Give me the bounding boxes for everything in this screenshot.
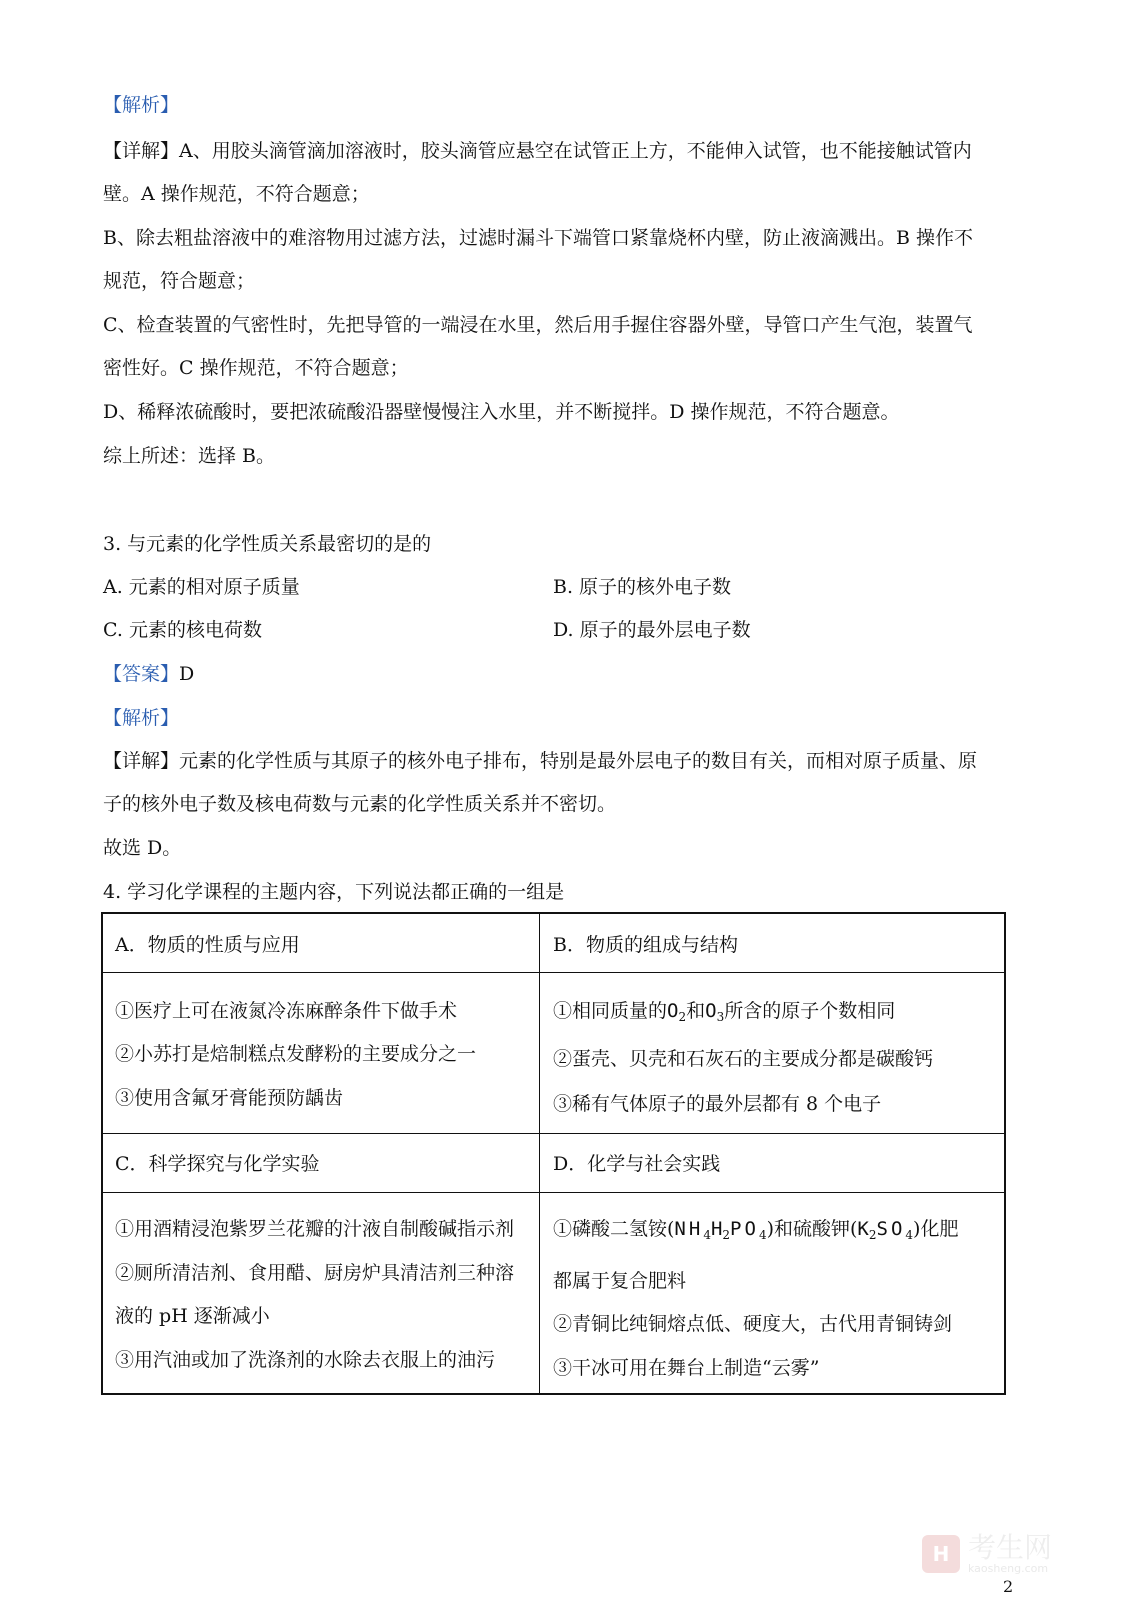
detail-line: D、稀释浓硫酸时，要把浓硫酸沿器壁慢慢注入水里，并不断搅拌。D 操作规范，不符合题意。 [103, 401, 900, 423]
option-d: D. 原子的最外层电子数 [553, 619, 751, 641]
cell-a-item: ②小苏打是焙制糕点发酵粉的主要成分之一 [115, 1043, 477, 1065]
conclusion-line: 综上所述：选择 B。 [103, 445, 276, 467]
cell-d-item: 都属于复合肥料 [553, 1270, 687, 1292]
cell-c-item: ③用汽油或加了洗涤剂的水除去衣服上的油污 [115, 1349, 496, 1371]
cell-c-item: ①用酒精浸泡紫罗兰花瓣的汁液自制酸碱指示剂 [115, 1218, 515, 1240]
answer-label: 【答案】 [103, 663, 180, 685]
question-4-stem: 4. 学习化学课程的主题内容，下列说法都正确的一组是 [103, 881, 565, 903]
table-divider [103, 1133, 1004, 1134]
detail-line: 规范，符合题意； [103, 270, 256, 292]
table-divider [539, 914, 540, 1393]
detail-line: 【详解】元素的化学性质与其原子的核外电子排布，特别是最外层电子的数目有关，而相对原子质量、原 [103, 750, 978, 772]
answer-line [103, 661, 194, 687]
cell-d-item: ①磷酸二氢铵$(NH_4H_2PO_4)$和硫酸钾$(K_2SO_4)$化肥 [553, 1218, 959, 1242]
answer-value: D [179, 663, 195, 685]
cell-a-item: ③使用含氟牙膏能预防龋齿 [115, 1087, 344, 1109]
option-c: C. 元素的核电荷数 [103, 619, 262, 641]
cell-b-item: ③稀有气体原子的最外层都有 8 个电子 [553, 1093, 882, 1115]
analysis-label: 【解析】 [103, 94, 180, 116]
options-table [101, 912, 1006, 1395]
cell-a-item: ①医疗上可在液氮冷冻麻醉条件下做手术 [115, 1000, 458, 1022]
cell-a-header: A．物质的性质与应用 [115, 934, 300, 956]
watermark-url: kaosheng.com [968, 1561, 1049, 1575]
watermark [922, 1530, 1097, 1578]
table-divider [103, 972, 1004, 973]
detail-line: 子的核外电子数及核电荷数与元素的化学性质关系并不密切。 [103, 793, 617, 815]
analysis-label: 【解析】 [103, 707, 180, 729]
cell-c-header: C．科学探究与化学实验 [115, 1153, 320, 1175]
page-number: 2 [1003, 1577, 1014, 1596]
cell-d-item: ③干冰可用在舞台上制造“云雾” [553, 1357, 820, 1379]
detail-line: B、除去粗盐溶液中的难溶物用过滤方法，过滤时漏斗下端管口紧靠烧杯内壁，防止液滴溅出。B 操作不 [103, 227, 973, 249]
watermark-logo-icon: H [922, 1535, 960, 1573]
cell-c-item: ②厕所清洁剂、食用醋、厨房炉具清洁剂三种溶 [115, 1262, 515, 1284]
cell-c-item: 液的 pH 逐渐减小 [115, 1305, 270, 1327]
detail-line: 壁。A 操作规范，不符合题意； [103, 183, 370, 205]
watermark-title: 考生网 [968, 1530, 1053, 1564]
detail-line: 【详解】A、用胶头滴管滴加溶液时，胶头滴管应悬空在试管正上方，不能伸入试管，也不能接触试管内 [103, 140, 972, 162]
table-divider [103, 1192, 1004, 1193]
question-3-stem: 3. 与元素的化学性质关系最密切的是的 [103, 533, 432, 555]
option-a: A. 元素的相对原子质量 [103, 576, 300, 598]
detail-line: 密性好。C 操作规范，不符合题意； [103, 357, 409, 379]
cell-b-item: ①相同质量的$O_2$和$O_3$所含的原子个数相同 [553, 1000, 896, 1024]
cell-d-item: ②青铜比纯铜熔点低、硬度大，古代用青铜铸剑 [553, 1313, 953, 1335]
conclusion-line: 故选 D。 [103, 837, 182, 859]
option-b: B. 原子的核外电子数 [553, 576, 732, 598]
cell-b-header: B．物质的组成与结构 [553, 934, 738, 956]
cell-d-header: D．化学与社会实践 [553, 1153, 721, 1175]
cell-b-item: ②蛋壳、贝壳和石灰石的主要成分都是碳酸钙 [553, 1048, 934, 1070]
detail-line: C、检查装置的气密性时，先把导管的一端浸在水里，然后用手握住容器外壁，导管口产生气泡，装置气 [103, 314, 973, 336]
